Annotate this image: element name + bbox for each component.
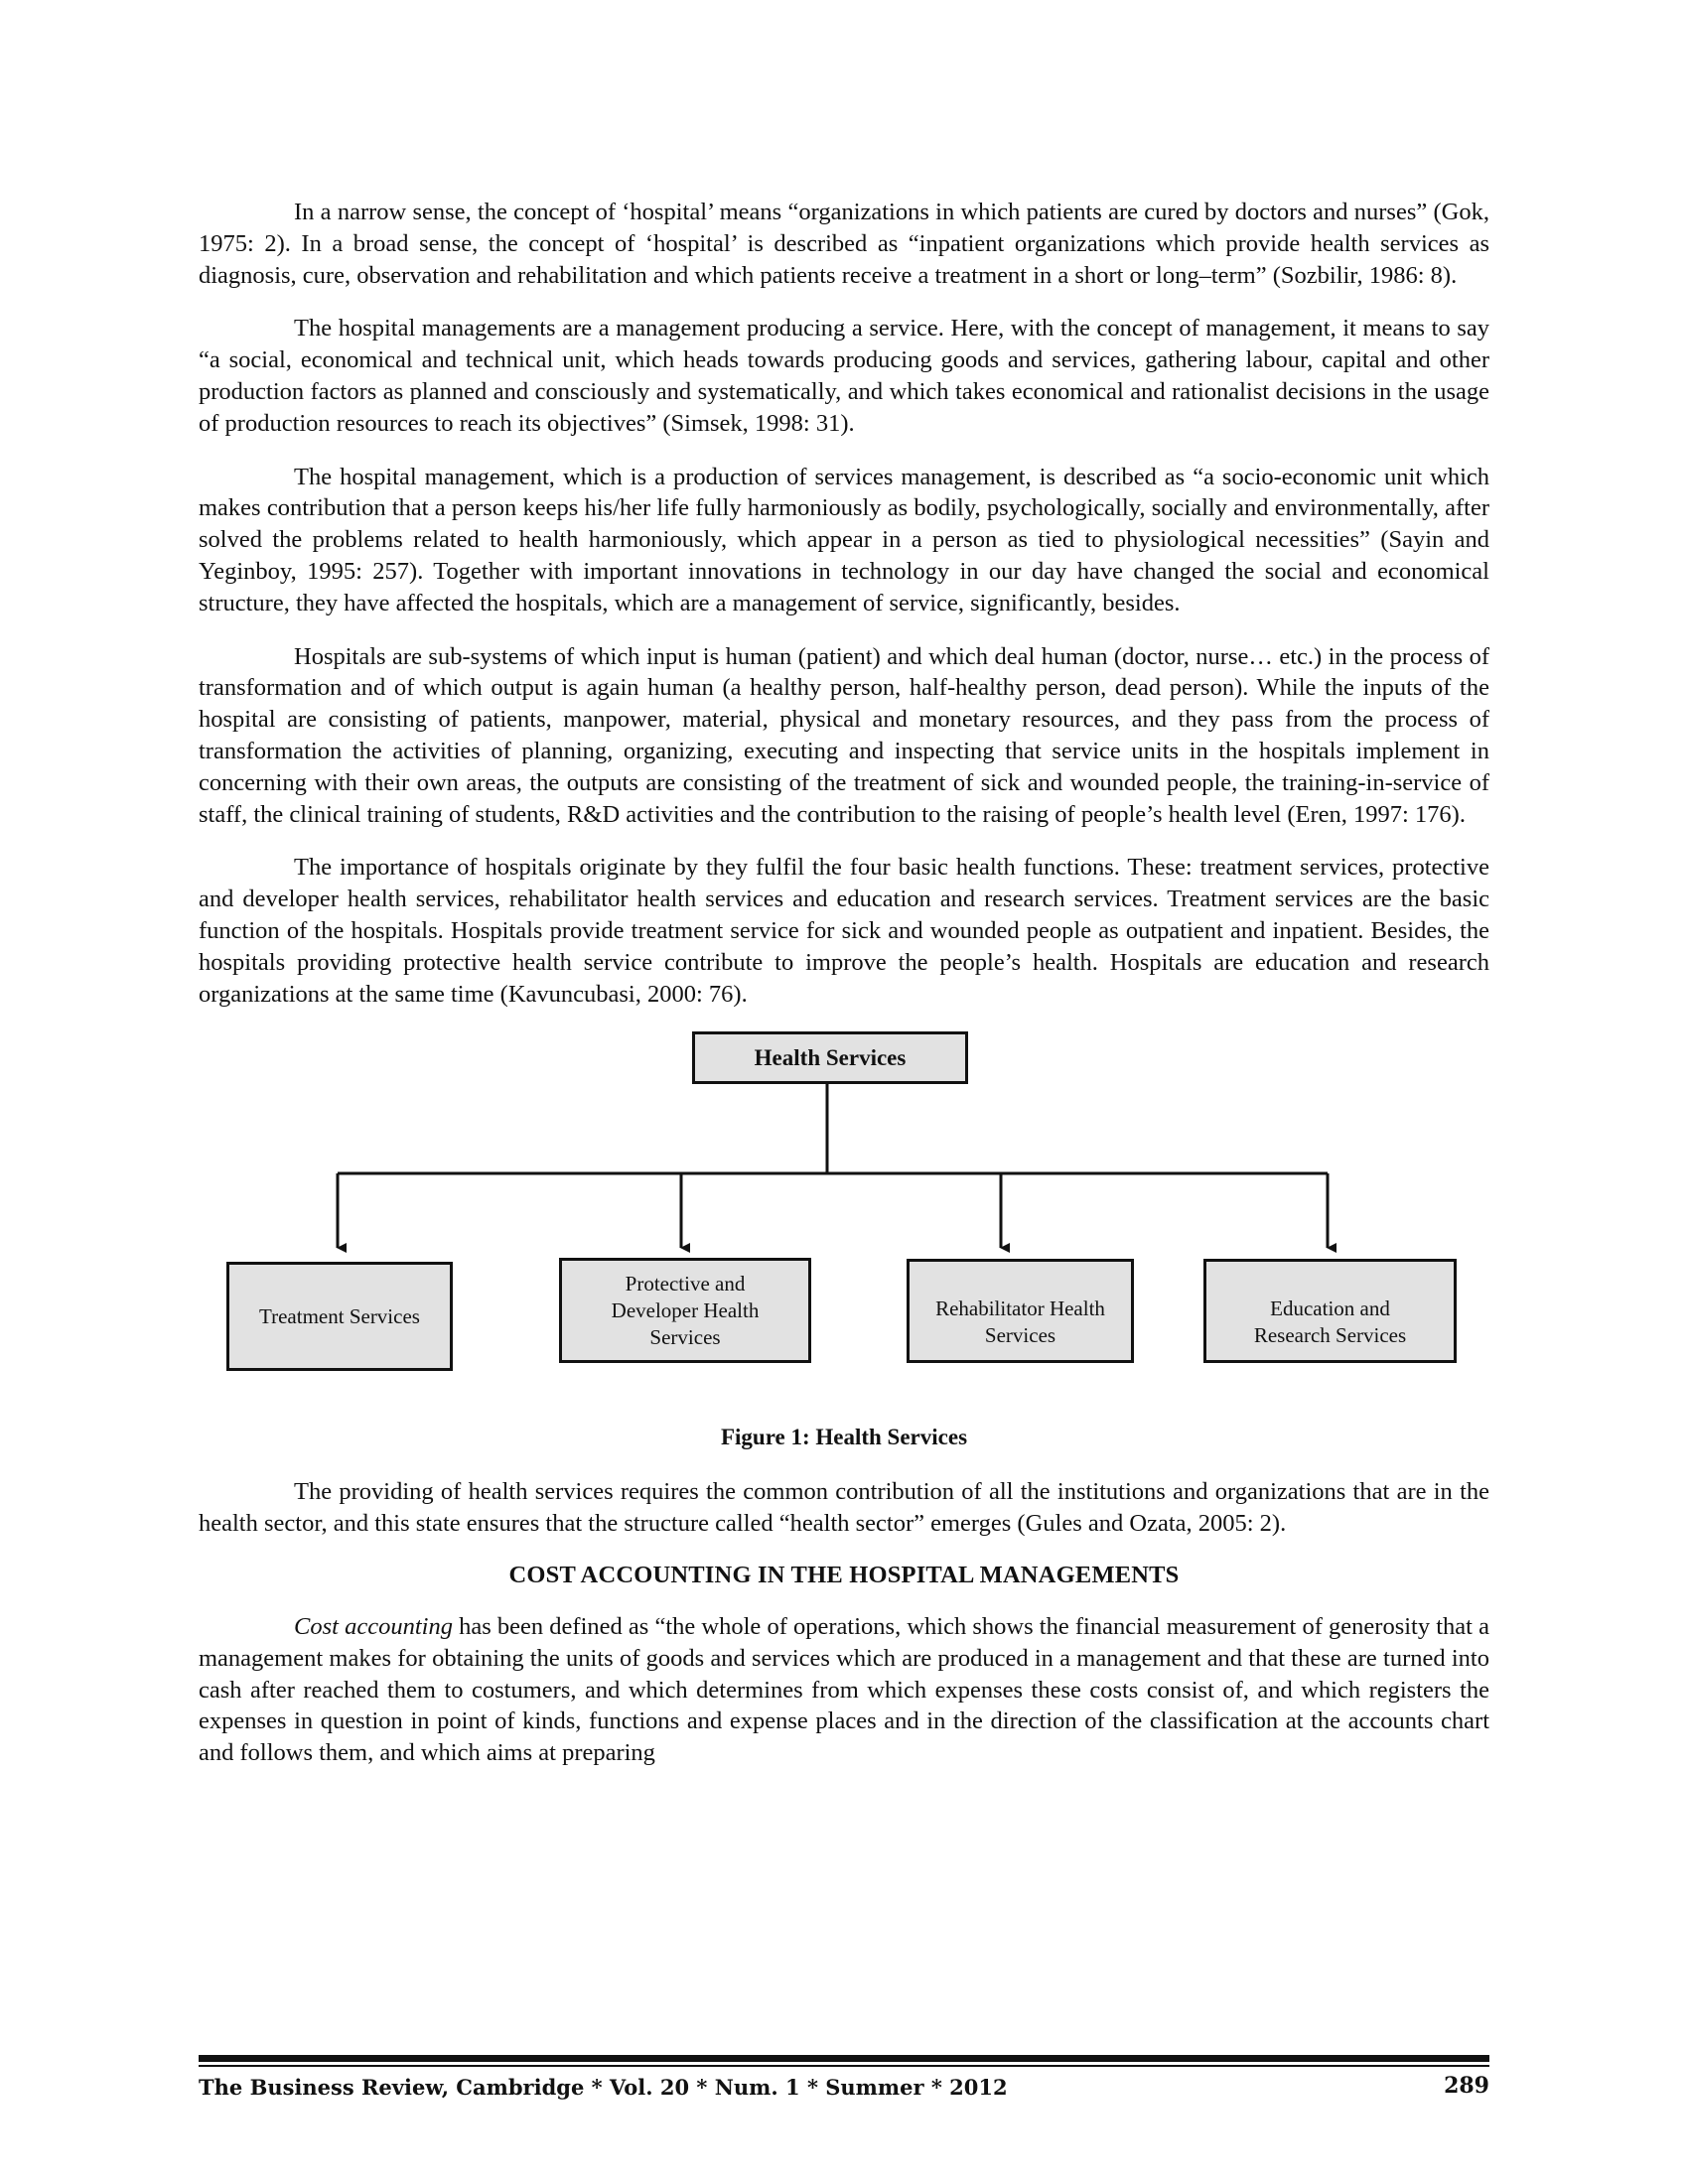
paragraph-health-sector: The providing of health services requires the common contribution of all the institutions and organizations that are in the health sector, and this state ensures that the structure called “health sector” emerges (Gules and Ozata, 2005: 2). — [199, 1478, 1489, 1538]
paragraph-cost-accounting — [199, 1611, 1489, 1769]
health-services-diagram — [199, 1031, 1489, 1476]
section-heading: COST ACCOUNTING IN THE HOSPITAL MANAGEMENTS — [508, 1561, 1180, 1588]
box-rehabilitator-services: Rehabilitator Health Services — [907, 1259, 1134, 1363]
page-content — [199, 197, 1489, 1791]
cost-accounting-term: Cost accounting — [294, 1612, 453, 1640]
box-health-services: Health Services — [692, 1031, 968, 1084]
footer-rule-thick — [199, 2055, 1489, 2062]
box-education-research-services: Education and Research Services — [1203, 1259, 1457, 1363]
footer-journal-info: The Business Review, Cambridge * Vol. 20 * Num. 1 * Summer * 2012 — [199, 2075, 1008, 2100]
paragraph-hospital-management: The hospital managements are a management producing a service. Here, with the concept of management, it means to say “a social, economical and technical unit, which heads towards producing goods and services, gathering labour, capital and other production factors as planned and consciously and systematically, and which takes economical and rationalist decisions in the usage of production resources to reach its objectives” (Simsek, 1998: 31). — [199, 315, 1489, 437]
cost-accounting-definition: has been defined as “the whole of operations, which shows the financial measurement of generosity that a management makes for obtaining the units of goods and services which are produced in a management and that these are turned into cash after reached them to costumers, and which determines from which expenses these costs consist of, and which registers the expenses in question in point of kinds, functions and expense places and in the direction of the classification at the accounts chart and follows them, and which aims at preparing — [199, 1612, 1489, 1767]
paragraph-importance: The importance of hospitals originate by they fulfil the four basic health functions. These: treatment services, protective and developer health services, rehabilitator health services and education and research services. Treatment services are the basic function of the hospitals. Hospitals provide treatment service for sick and wounded people as outpatient and inpatient. Besides, the hospitals providing protective health service contribute to improve the people’s health. Hospitals are education and research organizations at the same time (Kavuncubasi, 2000: 76). — [199, 854, 1489, 1008]
box-treatment-services: Treatment Services — [226, 1262, 453, 1371]
footer-rule-thin — [199, 2065, 1489, 2067]
diagram-connectors — [199, 1031, 1489, 1476]
footer-page-number: 289 — [1444, 2073, 1489, 2099]
figure-caption: Figure 1: Health Services — [720, 1425, 968, 1450]
paragraph-hospital-concept: In a narrow sense, the concept of ‘hospital’ means “organizations in which patients are cured by doctors and nurses” (Gok, 1975: 2). In a broad sense, the concept of ‘hospital’ is described as “inpatient organizations which provide health services as diagnosis, cure, observation and rehabilitation and which patients receive a treatment in a short or long–term” (Sozbilir, 1986: 8). — [199, 199, 1489, 289]
paragraph-sub-systems: Hospitals are sub-systems of which input is human (patient) and which deal human (doctor, nurse… etc.) in the process of transformation and of which output is again human (a healthy person, half-healthy person, dead person). While the inputs of the hospital are consisting of patients, manpower, material, physical and monetary resources, and they pass from the process of transformation the activities of planning, organizing, executing and inspecting that service units in the hospitals implement in concerning with their own areas, the outputs are consisting of the treatment of sick and wounded people, the training-in-service of staff, the clinical training of students, R&D activities and the contribution to the raising of people’s health level (Eren, 1997: 176). — [199, 642, 1489, 828]
box-protective-developer-services: Protective and Developer Health Services — [559, 1258, 811, 1363]
paragraph-production-of-services: The hospital management, which is a production of services management, is described as “a socio-economic unit which makes contribution that a person keeps his/her life fully harmoniously as bodily, psychologically, socially and environmentally, after solved the problems related to health harmoniously, which appear in a person as tied to physiological necessities” (Sayin and Yeginboy, 1995: 257). Together with important innovations in technology in our day have changed the social and economical structure, they have affected the hospitals, which are a management of service, significantly, besides. — [199, 463, 1489, 616]
